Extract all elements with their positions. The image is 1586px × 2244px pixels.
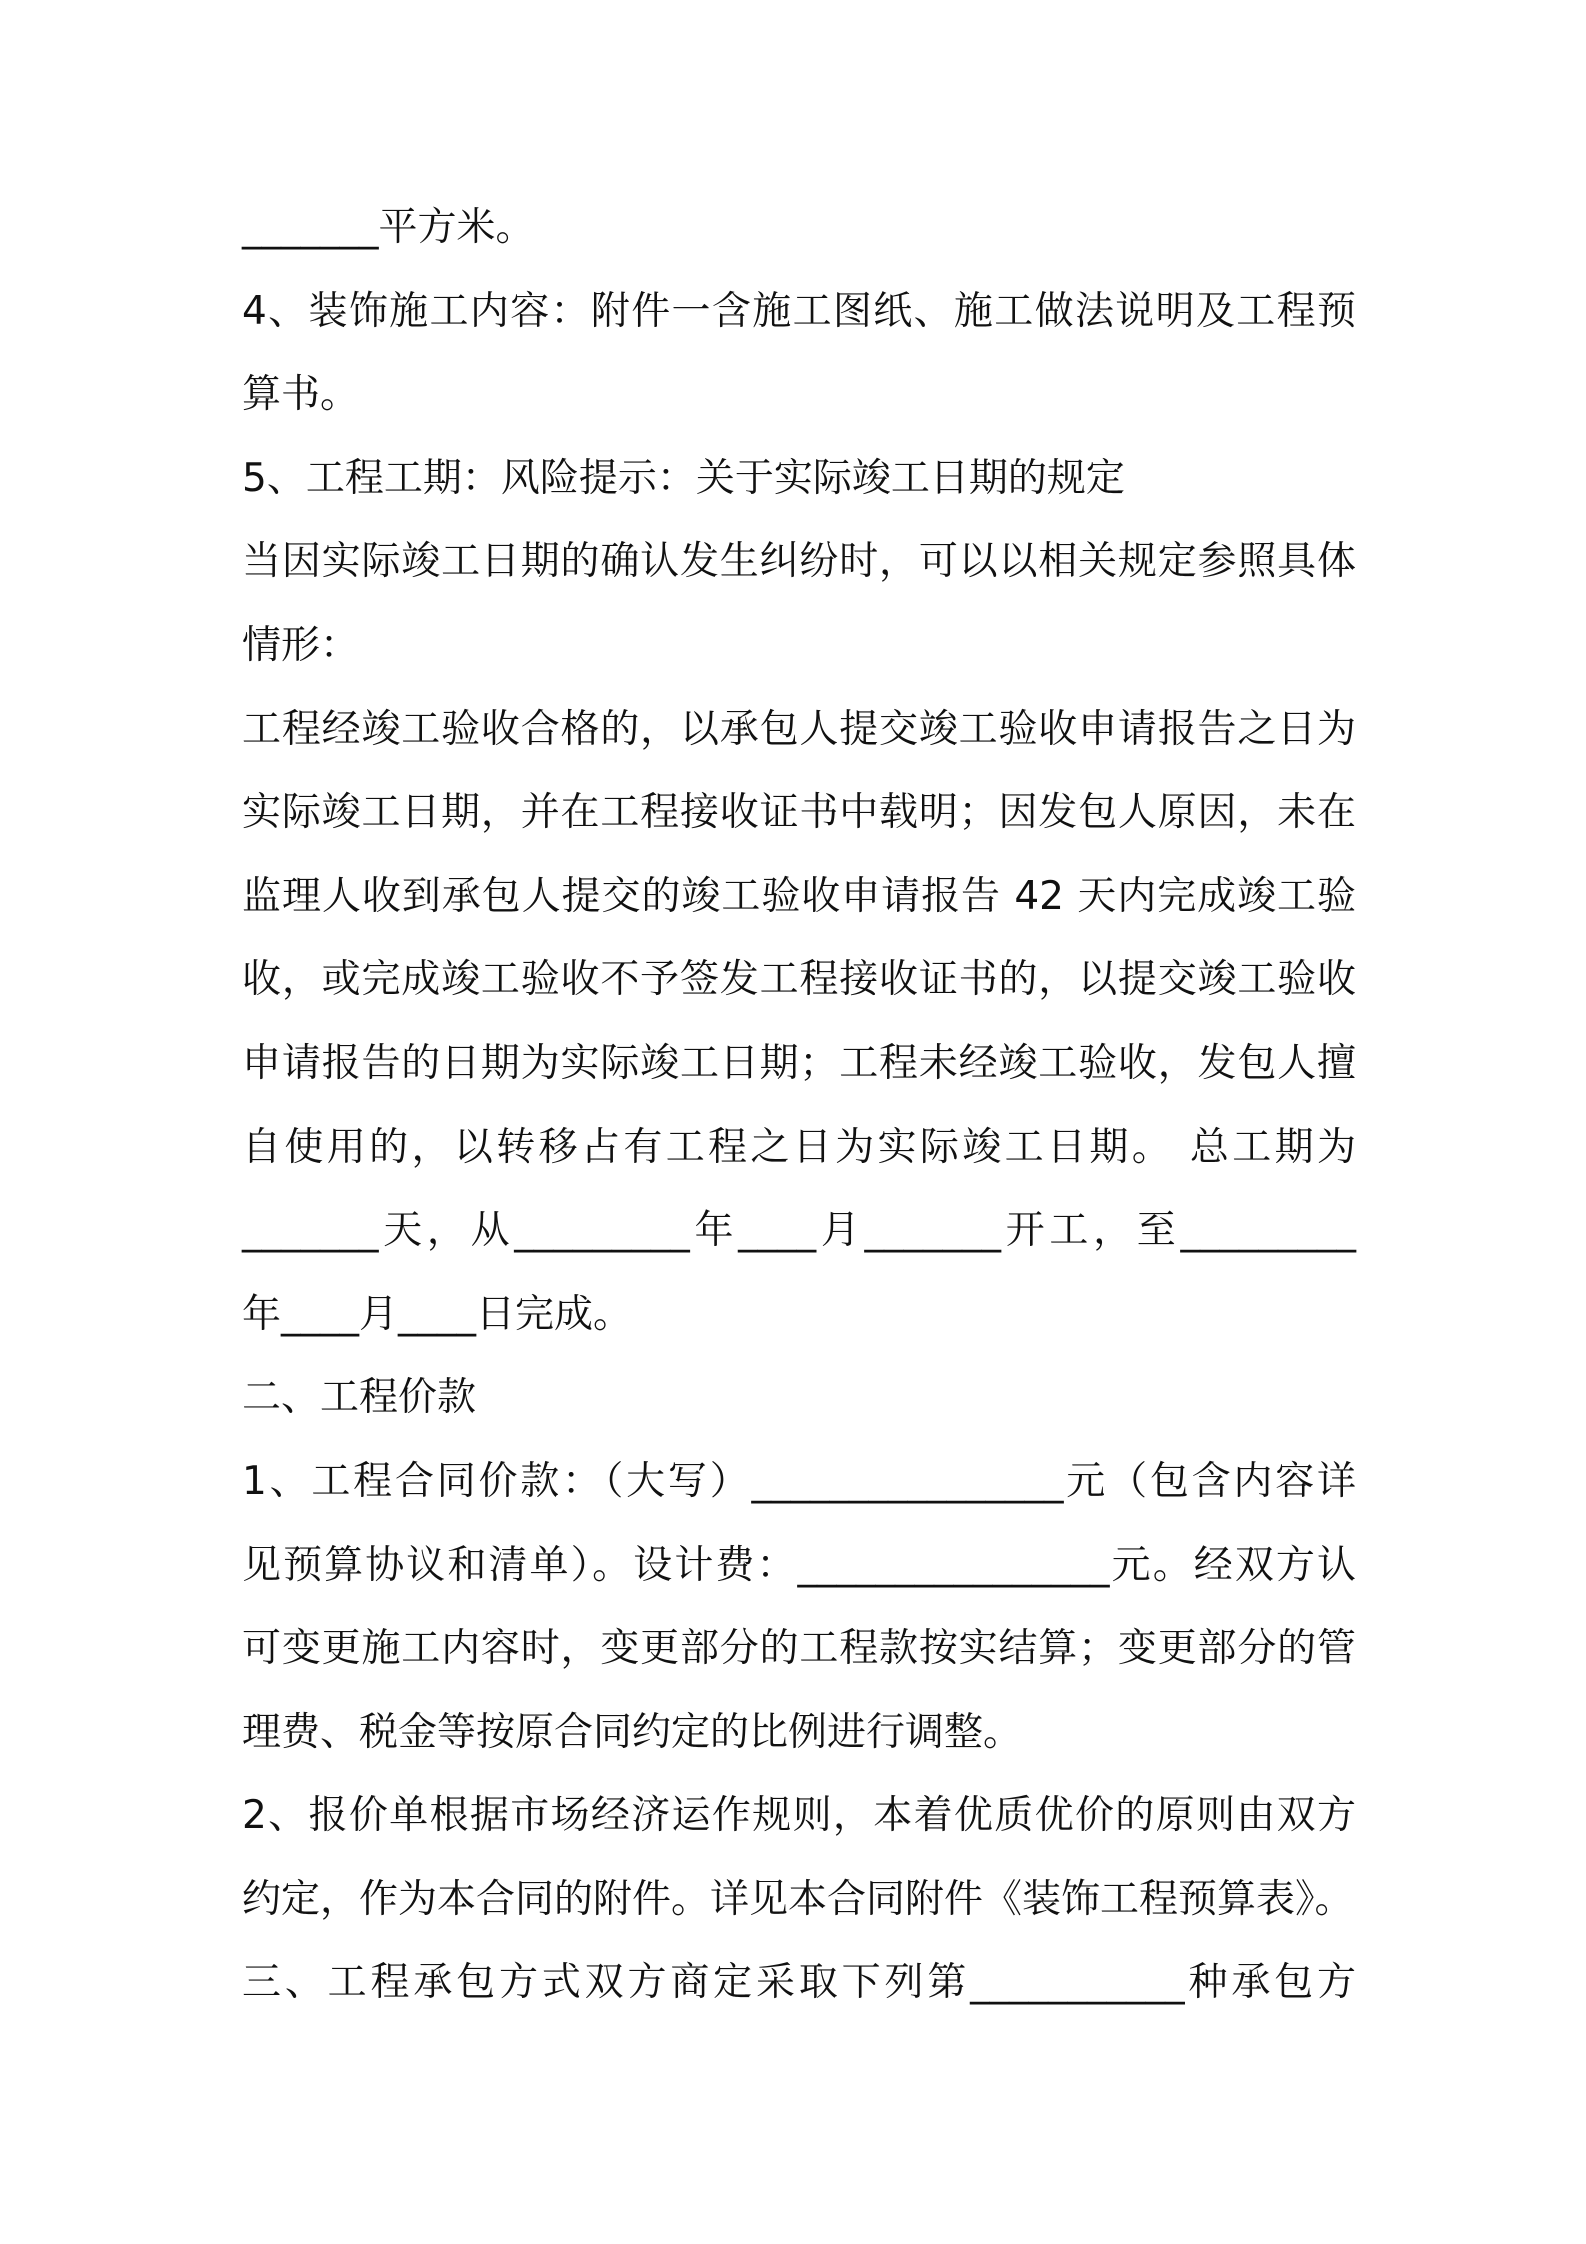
text-line: 可变更施工内容时，变更部分的工程款按实结算；变更部分的管 bbox=[242, 1626, 1356, 1672]
text-line: 自使用的，以转移占有工程之日为实际竣工日期。 总工期为 bbox=[242, 1124, 1356, 1170]
text-line: 年____月____日完成。 bbox=[242, 1291, 633, 1337]
text-line: 收，或完成竣工验收不予签发工程接收证书的，以提交竣工验收 bbox=[242, 957, 1356, 1003]
text-line: 实际竣工日期，并在工程接收证书中载明；因发包人原因，未在 bbox=[242, 790, 1356, 836]
text-line: _______平方米。 bbox=[242, 205, 535, 250]
text-line: 算书。 bbox=[242, 372, 360, 418]
text-line: 见预算协议和清单）。设计费：________________元。经双方认 bbox=[242, 1542, 1356, 1588]
text-line: 5、工程工期：风险提示：关于实际竣工日期的规定 bbox=[242, 455, 1125, 501]
contract-text bbox=[242, 186, 1356, 2025]
section-heading: 三、工程承包方式双方商定采取下列第___________种承包方 bbox=[242, 1960, 1356, 2006]
text-line: 约定，作为本合同的附件。详见本合同附件《装饰工程预算表》。 bbox=[242, 1876, 1354, 1922]
text-line: _______天，从_________年____月_______开工，至_________ bbox=[242, 1208, 1356, 1254]
section-heading: 二、工程价款 bbox=[242, 1375, 477, 1421]
text-line: 1、工程合同价款：（大写）________________元（包含内容详 bbox=[242, 1458, 1356, 1504]
text-line: 当因实际竣工日期的确认发生纠纷时，可以以相关规定参照具体 bbox=[242, 539, 1356, 585]
text-line: 监理人收到承包人提交的竣工验收申请报告 42 天内完成竣工验 bbox=[242, 873, 1356, 919]
text-line: 情形： bbox=[242, 622, 360, 668]
text-line: 2、报价单根据市场经济运作规则，本着优质优价的原则由双方 bbox=[242, 1793, 1356, 1839]
text-line: 申请报告的日期为实际竣工日期；工程未经竣工验收，发包人擅 bbox=[242, 1040, 1356, 1086]
text-line: 工程经竣工验收合格的，以承包人提交竣工验收申请报告之日为 bbox=[242, 706, 1356, 752]
text-line: 理费、税金等按原合同约定的比例进行调整。 bbox=[242, 1709, 1023, 1755]
text-line: 4、装饰施工内容：附件一含施工图纸、施工做法说明及工程预 bbox=[242, 288, 1356, 334]
